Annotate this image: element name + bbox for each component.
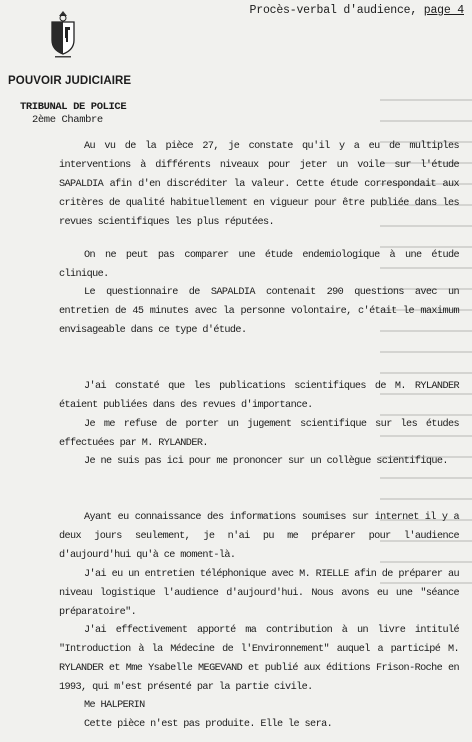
paragraph-text: Cette pièce n'est pas produite. Elle le sera. (84, 719, 333, 730)
paragraph-text: On ne peut pas comparer une étude endemiologique à une étude clinique. (59, 250, 459, 280)
geneva-coat-of-arms-icon (50, 10, 76, 60)
page-header (250, 4, 464, 17)
tribunal-name: TRIBUNAL DE POLICE (20, 101, 127, 113)
paragraph (59, 377, 459, 415)
paragraph-text: J'ai eu un entretien téléphonique avec M. RIELLE afin de préparer au niveau logistique l'audience d'aujourd'hui. Nous avons eu une "séance préparatoire". (59, 569, 459, 618)
page-number: page 4 (423, 4, 464, 17)
paragraph-text: Au vu de la pièce 27, je constate qu'il y a eu de multiples interventions à différents niveaux pour jeter un voile sur l'étude SAPALDIA afin d'en discréditer la valeur. Cette étude correspondait aux critères de qualité habituellement en vigueur pour être publiée dans les revues scientifiques les plus réputées. (59, 141, 459, 228)
court-name: POUVOIR JUDICIAIRE (8, 75, 132, 87)
paragraph (59, 246, 459, 284)
paragraph-text: J'ai constaté que les publications scientifiques de M. RYLANDER étaient publiées dans des revues d'importance. (59, 381, 459, 411)
paragraph-text: Je me refuse de porter un jugement scientifique sur les études effectuées par M. RYLANDER. (59, 419, 459, 449)
paragraph-text: J'ai effectivement apporté ma contribution à un livre intitulé "Introduction à la Médecine de l'Environnement" auquel a participé M. RYLANDER et Mme Ysabelle MEGEVAND et publié aux éditions Frison-Roche en 1993, qui m'est présenté par la partie civile. (59, 625, 459, 693)
header-title: Procès-verbal d'audience, (249, 4, 424, 17)
paragraph-text: Ayant eu connaissance des informations soumises sur internet il y a deux jours seulement, je n'ai pu me préparer pour l'audience d'aujourd'hui qu'à ce moment-là. (59, 512, 459, 561)
paragraph (59, 137, 459, 232)
speaker-name: Me HALPERIN (84, 700, 145, 711)
chamber-name: 2ème Chambre (32, 114, 103, 126)
paragraph (59, 508, 459, 565)
paragraph-text: Le questionnaire de SAPALDIA contenait 290 questions avec un entretien de 45 minutes avec la personne volontaire, c'était le maximum envisageable dans ce type d'étude. (59, 287, 459, 336)
paragraph-text: Je ne suis pas ici pour me prononcer sur un collègue scientifique. (84, 456, 448, 467)
paragraph (59, 415, 459, 453)
paragraph (59, 696, 459, 734)
paragraph (59, 565, 459, 622)
paragraph (59, 621, 459, 697)
paragraph (59, 283, 459, 340)
paragraph (59, 452, 459, 471)
tribunal-block (20, 101, 126, 127)
